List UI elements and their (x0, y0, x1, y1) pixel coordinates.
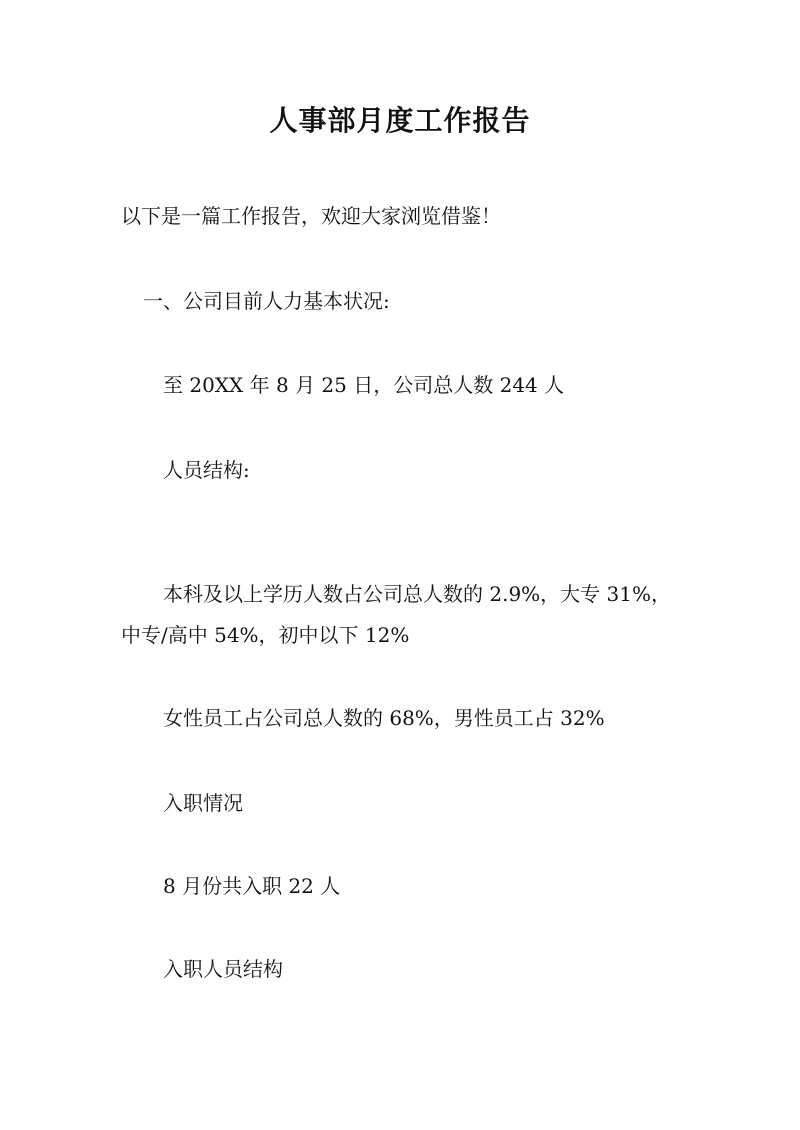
gender-line: 女性员工占公司总人数的 68%，男性员工占 32% (163, 706, 605, 730)
onboarding-label: 入职情况 (163, 791, 243, 815)
total-headcount-line: 至 20XX 年 8 月 25 日，公司总人数 244 人 (163, 373, 565, 397)
section-heading: 一、公司目前人力基本状况: (143, 289, 390, 313)
onboarding-count-line: 8 月份共入职 22 人 (163, 874, 341, 898)
intro-paragraph: 以下是一篇工作报告，欢迎大家浏览借鉴！ (121, 204, 501, 228)
structure-label: 人员结构: (163, 458, 250, 482)
education-line-1: 本科及以上学历人数占公司总人数的 2.9%，大专 31%， (163, 582, 671, 606)
document-title: 人事部月度工作报告 (269, 104, 531, 137)
onboarding-structure-label: 入职人员结构 (163, 957, 283, 981)
education-line-2: 中专/高中 54%，初中以下 12% (121, 623, 410, 647)
